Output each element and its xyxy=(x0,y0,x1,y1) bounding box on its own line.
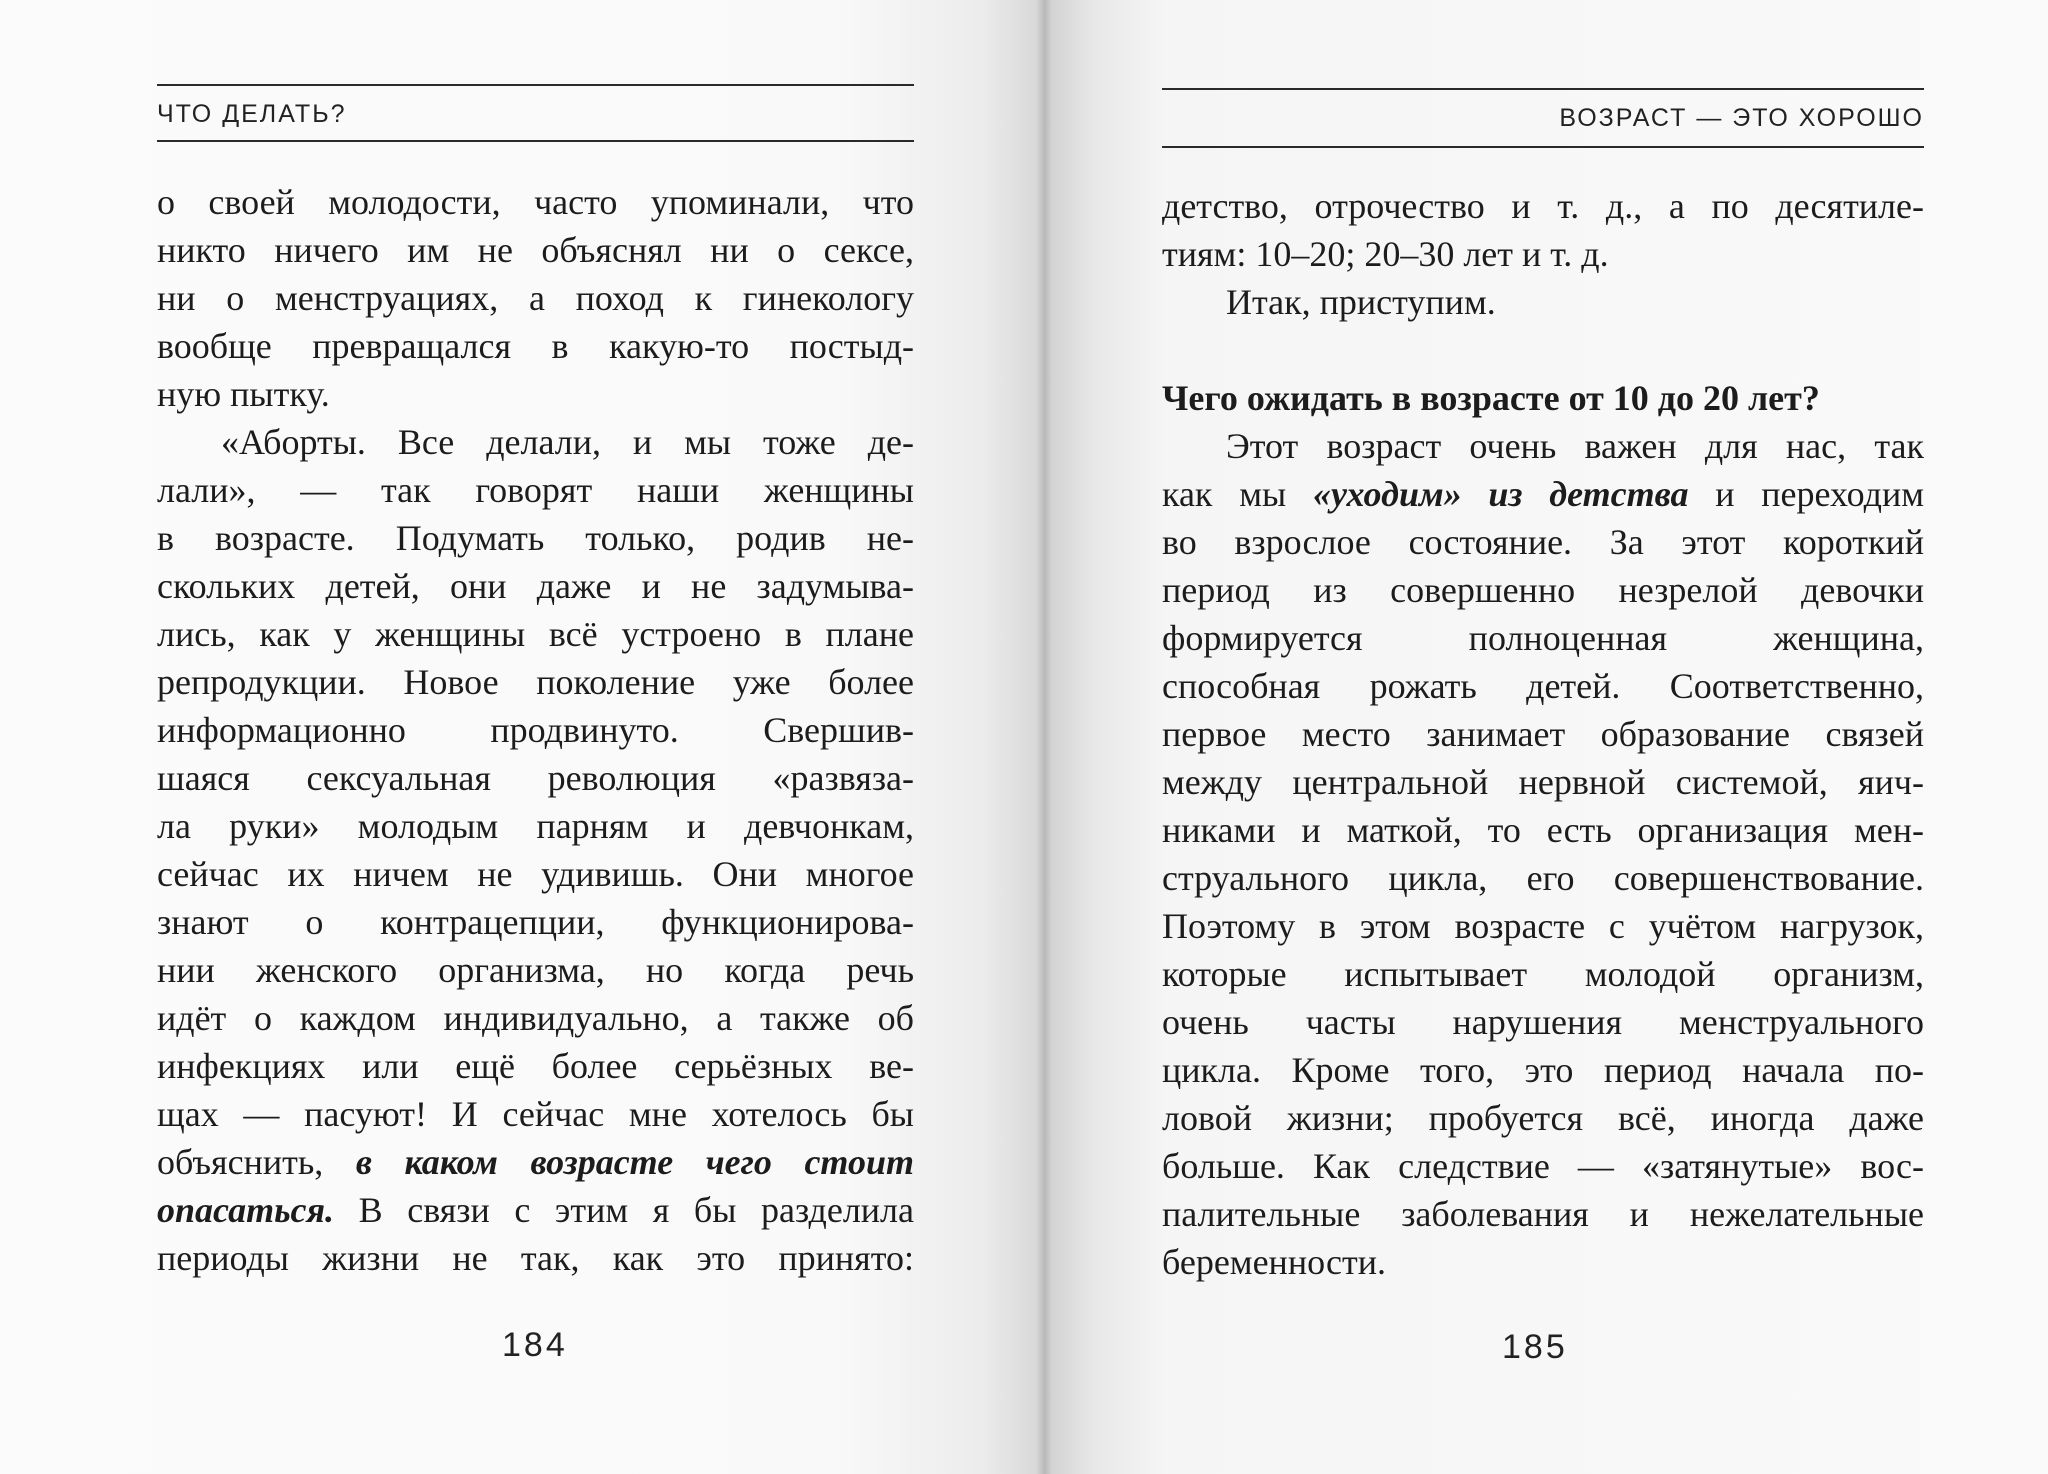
text-line: детство, отрочество и т. д., а по десятиле- xyxy=(1162,186,1924,226)
text-line: знают о контрацепции, функционирова- xyxy=(157,902,914,942)
text-fragment: как мы xyxy=(1162,474,1313,514)
text-line: период из совершенно незрелой девочки xyxy=(1162,570,1924,610)
text-line: тиям: 10–20; 20–30 лет и т. д. xyxy=(1162,234,1609,274)
book-gutter xyxy=(1036,0,1052,1474)
text-line: ловой жизни; пробуется всё, иногда даже xyxy=(1162,1098,1924,1138)
emphasis-text: «уходим» из детства xyxy=(1312,474,1689,514)
text-line xyxy=(157,1186,914,1234)
text-line: палительные заболевания и нежелательные xyxy=(1162,1194,1924,1234)
text-fragment: объяснить, xyxy=(157,1142,356,1182)
text-line: во взрослое состояние. За этот короткий xyxy=(1162,522,1924,562)
running-head: ВОЗРАСТ — ЭТО ХОРОШО xyxy=(1559,104,1924,132)
text-line: в возрасте. Подумать только, родив не- xyxy=(157,518,914,558)
text-line: способная рожать детей. Соответственно, xyxy=(1162,666,1924,706)
text-line: больше. Как следствие — «затянутые» вос- xyxy=(1162,1146,1924,1186)
text-line: формируется полноценная женщина, xyxy=(1162,618,1924,658)
text-line: инфекциях или ещё более серьёзных ве- xyxy=(157,1046,914,1086)
running-head: ЧТО ДЕЛАТЬ? xyxy=(157,100,347,128)
text-line: щах — пасуют! И сейчас мне хотелось бы xyxy=(157,1094,914,1134)
text-line: никами и маткой, то есть организация мен- xyxy=(1162,810,1924,850)
text-fragment: и переходим xyxy=(1688,474,1924,514)
text-line xyxy=(1162,470,1924,518)
body-text xyxy=(157,178,914,1282)
text-line: нии женского организма, но когда речь xyxy=(157,950,914,990)
text-line: периоды жизни не так, как это принято: xyxy=(157,1238,914,1278)
text-line: информационно продвинуто. Свершив- xyxy=(157,710,914,750)
page-number: 184 xyxy=(502,1326,568,1364)
emphasis-text: опасаться. xyxy=(157,1190,335,1230)
text-line: идёт о каждом индивидуально, а также об xyxy=(157,998,914,1038)
text-fragment: В связи с этим я бы разделила xyxy=(334,1190,914,1230)
text-line: Итак, приступим. xyxy=(1226,282,1496,322)
top-rule xyxy=(157,84,914,86)
text-line: цикла. Кроме того, это период начала по- xyxy=(1162,1050,1924,1090)
text-line: которые испытывает молодой организм, xyxy=(1162,954,1924,994)
text-line: лись, как у женщины всё устроено в плане xyxy=(157,614,914,654)
text-line: скольких детей, они даже и не задумыва- xyxy=(157,566,914,606)
text-line: беременности. xyxy=(1162,1242,1386,1282)
right-page xyxy=(1044,0,2048,1474)
text-line: ную пытку. xyxy=(157,374,330,414)
text-line: ла руки» молодым парням и девчонкам, xyxy=(157,806,914,846)
text-line: вообще превращался в какую-то постыд- xyxy=(157,326,914,366)
body-text xyxy=(1162,182,1924,1286)
text-line: шаяся сексуальная революция «развяза- xyxy=(157,758,914,798)
text-line: о своей молодости, часто упоминали, что xyxy=(157,182,914,222)
header-rule xyxy=(157,140,914,142)
text-line: никто ничего им не объяснял ни о сексе, xyxy=(157,230,914,270)
section-heading: Чего ожидать в возрасте от 10 до 20 лет? xyxy=(1162,378,1820,418)
text-line: лали», — так говорят наши женщины xyxy=(157,470,914,510)
paragraph-gap xyxy=(1162,326,1924,374)
text-line: «Аборты. Все делали, и мы тоже де- xyxy=(221,422,914,462)
page-number: 185 xyxy=(1502,1328,1568,1366)
text-line: Поэтому в этом возрасте с учётом нагрузок, xyxy=(1162,906,1924,946)
text-line xyxy=(157,1138,914,1186)
header-rule xyxy=(1162,146,1924,148)
text-line: ни о менструациях, а поход к гинекологу xyxy=(157,278,914,318)
text-line: сейчас их ничем не удивишь. Они многое xyxy=(157,854,914,894)
emphasis-text: в каком возрасте чего стоит xyxy=(355,1142,914,1182)
text-line: первое место занимает образование связей xyxy=(1162,714,1924,754)
top-rule xyxy=(1162,88,1924,90)
text-line: Этот возраст очень важен для нас, так xyxy=(1226,426,1924,466)
text-line: репродукции. Новое поколение уже более xyxy=(157,662,914,702)
text-line: между центральной нервной системой, яич- xyxy=(1162,762,1924,802)
text-line: струального цикла, его совершенствование. xyxy=(1162,858,1924,898)
text-line: очень часты нарушения менструального xyxy=(1162,1002,1924,1042)
